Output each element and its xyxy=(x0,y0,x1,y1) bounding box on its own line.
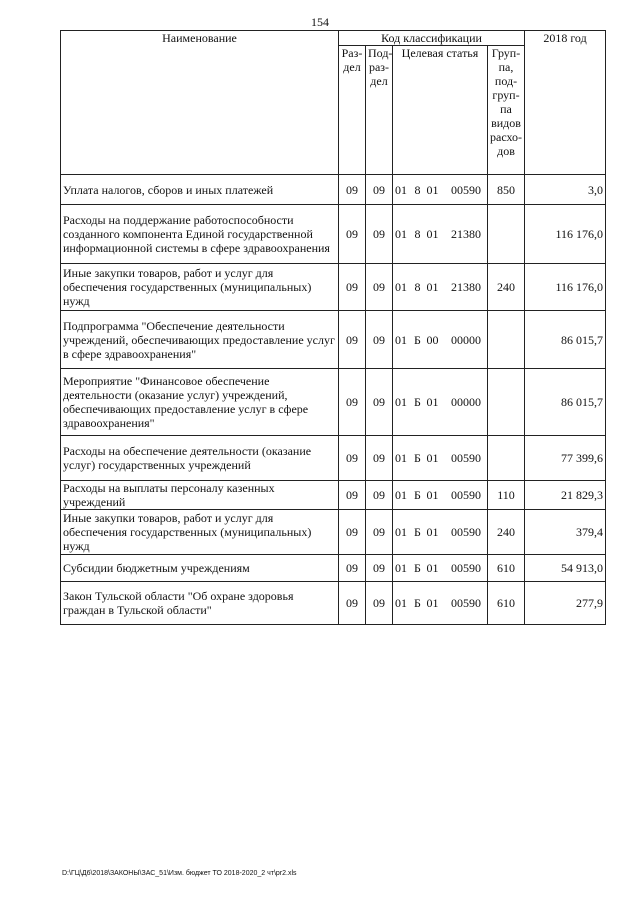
target-event: 01 xyxy=(426,561,439,575)
header-group-line: видов xyxy=(491,116,521,130)
target-program: 01 xyxy=(395,561,407,575)
row-target xyxy=(393,582,488,625)
row-target xyxy=(393,369,488,436)
target-program: 01 xyxy=(395,395,407,409)
header-name: Наименование xyxy=(61,31,339,175)
row-razdel: 09 xyxy=(339,436,366,481)
row-name: Уплата налогов, сборов и иных платежей xyxy=(61,175,339,205)
row-expense-type xyxy=(488,205,525,264)
target-event: 01 xyxy=(426,182,439,197)
row-razdel: 09 xyxy=(339,582,366,625)
table-row xyxy=(61,311,606,369)
target-subprogram: Б xyxy=(414,395,421,409)
target-program: 01 xyxy=(395,596,407,610)
row-name: Подпрограмма "Обеспечение деятельности учреждений, обеспечивающих предоставление услуг в сфере здравоохранения" xyxy=(61,311,339,369)
header-podrazdel xyxy=(366,46,393,175)
row-name: Иные закупки товаров, работ и услуг для обеспечения государственных (муниципальных) нужд xyxy=(61,264,339,311)
row-podrazdel: 09 xyxy=(366,369,393,436)
target-direction: 00590 xyxy=(451,182,481,197)
target-program: 01 xyxy=(395,332,407,347)
row-amount: 379,4 xyxy=(525,510,606,555)
target-program: 01 xyxy=(395,182,407,197)
row-name: Мероприятие "Финансовое обеспечение деятельности (оказание услуг) учреждений, обеспечивающих предоставление услуг в сфере здравоохранения" xyxy=(61,369,339,436)
row-razdel: 09 xyxy=(339,311,366,369)
header-group-line: Груп- xyxy=(491,46,521,60)
budget-table xyxy=(60,30,606,625)
table-row xyxy=(61,436,606,481)
row-expense-type: 240 xyxy=(488,264,525,311)
row-podrazdel: 09 xyxy=(366,311,393,369)
page-number: 154 xyxy=(311,15,329,29)
row-expense-type: 850 xyxy=(488,175,525,205)
row-target xyxy=(393,510,488,555)
table-row xyxy=(61,175,606,205)
target-program: 01 xyxy=(395,525,407,539)
row-expense-type xyxy=(488,369,525,436)
target-subprogram: Б xyxy=(414,525,421,539)
target-program: 01 xyxy=(395,280,407,294)
table-row xyxy=(61,369,606,436)
row-amount: 277,9 xyxy=(525,582,606,625)
row-target xyxy=(393,311,488,369)
table-row xyxy=(61,510,606,555)
row-target xyxy=(393,264,488,311)
table-row xyxy=(61,481,606,510)
target-subprogram: Б xyxy=(414,561,421,575)
table-row xyxy=(61,264,606,311)
row-amount: 116 176,0 xyxy=(525,205,606,264)
target-event: 01 xyxy=(426,227,439,241)
row-razdel: 09 xyxy=(339,510,366,555)
header-group-line: расхо- xyxy=(490,130,523,144)
row-amount: 21 829,3 xyxy=(525,481,606,510)
row-expense-type: 610 xyxy=(488,555,525,582)
header-year: 2018 год xyxy=(525,31,606,175)
header-razdel-line: дел xyxy=(343,60,361,74)
target-direction: 00590 xyxy=(451,451,481,465)
header-razdel xyxy=(339,46,366,175)
target-direction: 00000 xyxy=(451,395,481,409)
file-path-footer: D:\ГЦ\Д6\2018\ЗАКОНЫ\ЗАС_51\Изм. бюджет ТО 2018-2020_2 чт\pr2.xls xyxy=(62,870,297,877)
target-direction: 21380 xyxy=(451,280,481,294)
row-podrazdel: 09 xyxy=(366,264,393,311)
row-razdel: 09 xyxy=(339,205,366,264)
header-group-line: под- xyxy=(494,74,518,88)
target-event: 01 xyxy=(426,395,439,409)
header-group-line: па xyxy=(500,102,512,116)
row-podrazdel: 09 xyxy=(366,510,393,555)
row-name: Субсидии бюджетным учреждениям xyxy=(61,555,339,582)
header-podrazdel-line: Под- xyxy=(368,46,393,60)
target-subprogram: 8 xyxy=(414,227,421,241)
target-direction: 00000 xyxy=(451,332,481,347)
row-expense-type xyxy=(488,436,525,481)
table-body xyxy=(61,175,606,625)
row-target xyxy=(393,481,488,510)
target-event: 01 xyxy=(426,451,439,465)
header-razdel-line: Раз- xyxy=(341,46,363,60)
row-podrazdel: 09 xyxy=(366,582,393,625)
target-subprogram: 8 xyxy=(414,182,421,197)
target-program: 01 xyxy=(395,227,407,241)
row-amount: 77 399,6 xyxy=(525,436,606,481)
target-direction: 00590 xyxy=(451,596,481,610)
row-podrazdel: 09 xyxy=(366,175,393,205)
header-group-line: груп- xyxy=(492,88,520,102)
target-event: 00 xyxy=(426,332,439,347)
row-expense-type: 240 xyxy=(488,510,525,555)
target-direction: 21380 xyxy=(451,227,481,241)
row-expense-type: 610 xyxy=(488,582,525,625)
row-amount: 54 913,0 xyxy=(525,555,606,582)
row-target xyxy=(393,555,488,582)
target-direction: 00590 xyxy=(451,561,481,575)
target-subprogram: Б xyxy=(414,488,421,502)
header-podrazdel-line: раз- xyxy=(368,60,390,74)
target-direction: 00590 xyxy=(451,488,481,502)
row-name: Расходы на выплаты персоналу казенных учреждений xyxy=(61,481,339,510)
target-event: 01 xyxy=(426,525,439,539)
row-podrazdel: 09 xyxy=(366,555,393,582)
target-event: 01 xyxy=(426,280,439,294)
row-name: Иные закупки товаров, работ и услуг для обеспечения государственных (муниципальных) нужд xyxy=(61,510,339,555)
header-target: Целевая статья xyxy=(393,46,488,175)
target-event: 01 xyxy=(426,488,439,502)
row-amount: 3,0 xyxy=(525,175,606,205)
row-name: Расходы на поддержание работоспособности созданного компонента Единой государственной информационной системы в сфере здравоохранения xyxy=(61,205,339,264)
row-target xyxy=(393,175,488,205)
header-row-top xyxy=(61,31,606,46)
row-name: Закон Тульской области "Об охране здоровья граждан в Тульской области" xyxy=(61,582,339,625)
row-podrazdel: 09 xyxy=(366,205,393,264)
header-podrazdel-line: дел xyxy=(370,74,388,88)
target-subprogram: 8 xyxy=(414,280,421,294)
row-podrazdel: 09 xyxy=(366,481,393,510)
target-subprogram: Б xyxy=(414,332,421,347)
row-target xyxy=(393,205,488,264)
row-amount: 86 015,7 xyxy=(525,369,606,436)
row-razdel: 09 xyxy=(339,264,366,311)
row-expense-type: 110 xyxy=(488,481,525,510)
row-razdel: 09 xyxy=(339,481,366,510)
row-podrazdel: 09 xyxy=(366,436,393,481)
table-row xyxy=(61,582,606,625)
header-group-line: па, xyxy=(498,60,514,74)
table-row xyxy=(61,555,606,582)
target-subprogram: Б xyxy=(414,596,421,610)
row-razdel: 09 xyxy=(339,369,366,436)
header-group xyxy=(488,46,525,175)
row-amount: 116 176,0 xyxy=(525,264,606,311)
target-program: 01 xyxy=(395,451,407,465)
row-amount: 86 015,7 xyxy=(525,311,606,369)
header-group-line: дов xyxy=(497,144,515,158)
row-razdel: 09 xyxy=(339,175,366,205)
target-direction: 00590 xyxy=(451,525,481,539)
target-subprogram: Б xyxy=(414,451,421,465)
row-expense-type xyxy=(488,311,525,369)
table-row xyxy=(61,205,606,264)
target-program: 01 xyxy=(395,488,407,502)
row-target xyxy=(393,436,488,481)
header-code-group: Код классификации xyxy=(339,31,525,46)
row-name: Расходы на обеспечение деятельности (оказание услуг) государственных учреждений xyxy=(61,436,339,481)
target-event: 01 xyxy=(426,596,439,610)
row-razdel: 09 xyxy=(339,555,366,582)
